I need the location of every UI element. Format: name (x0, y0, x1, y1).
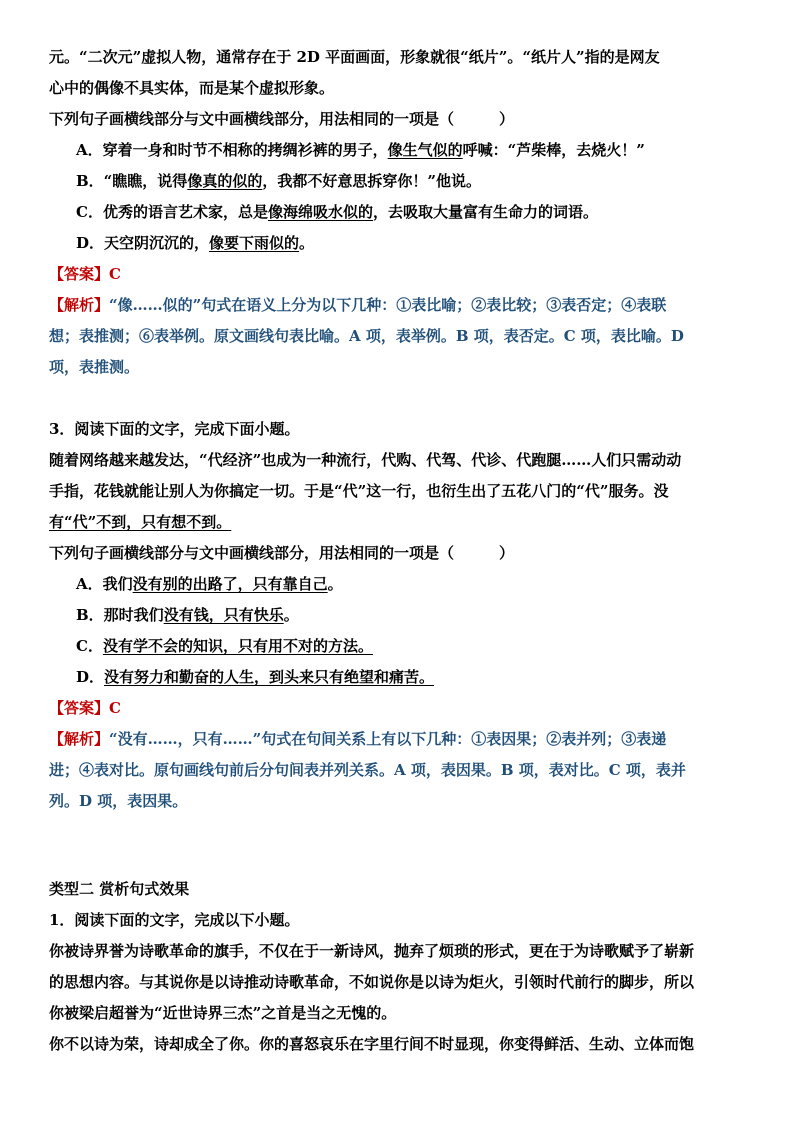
q3-option-c-text: C． (76, 637, 103, 655)
answer-label: 【答案】 (49, 265, 110, 283)
analysis-text: “没有……，只有……”句式在句间关系上有以下几种：①表因果；②表并列；③表递 (109, 730, 667, 748)
answer-label: 【答案】 (49, 699, 110, 717)
q3-option-d-underline: 没有努力和勤奋的人生，到头来只有绝望和痛苦。 (104, 668, 435, 686)
q2-analysis-line-1 (49, 295, 749, 315)
q3-stem: 下列句子画横线部分与文中画横线部分，用法相同的一项是（ ） (49, 544, 515, 562)
type2-passage-line-1: 你被诗界誉为诗歌革命的旗手，不仅在于一新诗风，抛弃了烦琐的形式，更在于为诗歌赋予了崭新 (49, 942, 695, 960)
answer-value: C (109, 699, 121, 717)
analysis-text: “像……似的”句式在语义上分为以下几种：①表比喻；②表比较；③表否定；④表联 (109, 296, 667, 314)
type2-passage-line-2: 的思想内容。与其说你是以诗推动诗歌革命，不如说你是以诗为炬火，引领时代前行的脚步，所以 (49, 973, 695, 991)
q3-passage-line-1: 随着网络越来越发达，“代经济”也成为一种流行，代购、代驾、代诊、代跑腿……人们只需动动 (49, 451, 682, 469)
q3-title: 3．阅读下面的文字，完成下面小题。 (49, 420, 300, 438)
q2-option-a-rest: 呼喊：“芦柴棒，去烧火！” (462, 141, 645, 159)
q2-option-c (76, 202, 776, 222)
q2-analysis-line-3: 项，表推测。 (49, 358, 140, 376)
q2-option-c-rest: ，去吸取大量富有生命力的词语。 (372, 203, 598, 221)
q3-option-b (76, 605, 776, 625)
q2-option-b (76, 171, 776, 191)
q3-analysis-line-2: 进；④表对比。原句画线句前后分句间表并列关系。A 项，表因果。B 项，表对比。C 项，表并 (49, 761, 686, 779)
q3-option-b-rest: 。 (283, 606, 299, 624)
q3-analysis-line-1 (49, 729, 749, 749)
q3-option-d (76, 667, 776, 687)
type2-q1-title: 1．阅读下面的文字，完成以下小题。 (49, 911, 300, 929)
q3-option-d-text: D． (76, 668, 105, 686)
q3-passage-underline: 有“代”不到，只有想不到。 (49, 513, 232, 531)
q3-option-b-text: B．那时我们 (76, 606, 164, 624)
q3-option-a-rest: 。 (327, 575, 343, 593)
section-heading: 类型二 赏析句式效果 (49, 880, 190, 898)
q3-option-a-underline: 没有别的出路了，只有靠自己 (132, 575, 328, 593)
q3-option-a-text: A．我们 (76, 575, 133, 593)
q2-stem: 下列句子画横线部分与文中画横线部分，用法相同的一项是（ ） (49, 110, 515, 128)
q2-answer (49, 264, 749, 284)
q2-option-c-text: C．优秀的语言艺术家，总是 (76, 203, 268, 221)
q3-option-b-underline: 没有钱，只有快乐 (163, 606, 284, 624)
q3-option-c-underline: 没有学不会的知识，只有用不对的方法。 (102, 637, 373, 655)
q3-answer (49, 698, 749, 718)
q3-passage-line-2: 手指，花钱就能让别人为你搞定一切。于是“代”这一行，也衍生出了五花八门的“代”服务。没 (49, 482, 669, 500)
q2-option-a (76, 140, 776, 160)
q2-option-d-text: D．天空阴沉沉的， (76, 234, 210, 252)
q2-option-b-rest: ，我都不好意思拆穿你！”他说。 (262, 172, 481, 190)
intro-line-1: 元。“二次元”虚拟人物，通常存在于 2D 平面画面，形象就很“纸片”。“纸片人”指的是网友 (49, 48, 660, 66)
analysis-label: 【解析】 (49, 296, 110, 314)
q2-option-d-underline: 像要下雨似的 (209, 234, 300, 252)
q3-option-c (76, 636, 776, 656)
q2-option-d-rest: 。 (299, 234, 315, 252)
intro-line-2: 心中的偶像不具实体，而是某个虚拟形象。 (49, 79, 335, 97)
answer-value: C (109, 265, 121, 283)
q2-option-c-underline: 像海绵吸水似的 (267, 203, 373, 221)
q2-option-b-text: B．“瞧瞧，说得 (76, 172, 188, 190)
q3-option-a (76, 574, 776, 594)
q2-analysis-line-2: 想；表推测；⑥表举例。原文画线句表比喻。A 项，表举例。B 项，表否定。C 项，表比喻。D (49, 327, 684, 345)
type2-passage-line-3: 你被梁启超誉为“近世诗界三杰”之首是当之无愧的。 (49, 1004, 397, 1022)
q3-analysis-line-3: 列。D 项，表因果。 (49, 792, 188, 810)
type2-passage-line-4: 你不以诗为荣，诗却成全了你。你的喜怒哀乐在字里行间不时显现，你变得鲜活、生动、立体而饱 (49, 1035, 695, 1053)
q3-passage-line-3 (49, 512, 749, 532)
q2-option-b-underline: 像真的似的 (187, 172, 263, 190)
q2-option-d (76, 233, 776, 253)
analysis-label: 【解析】 (49, 730, 110, 748)
q2-option-a-underline: 像生气似的 (387, 141, 463, 159)
q2-option-a-text: A．穿着一身和时节不相称的拷绸衫裤的男子， (76, 141, 388, 159)
